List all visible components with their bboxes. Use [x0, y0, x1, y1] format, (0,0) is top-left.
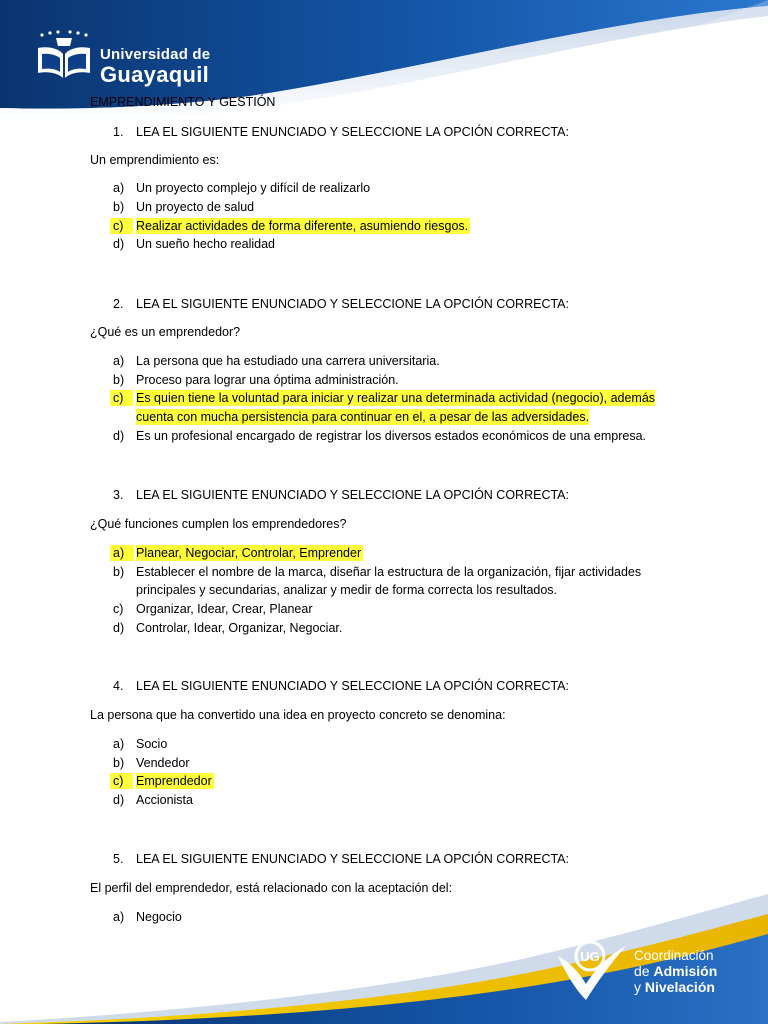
option-text-line-2: principales y secundarias, analizar y medir de forma correcta los resultados.: [136, 583, 558, 597]
option-text: Un proyecto complejo y difícil de realizarlo: [136, 181, 371, 195]
question-instruction: LEA EL SIGUIENTE ENUNCIADO Y SELECCIONE LA OPCIÓN CORRECTA:: [136, 488, 569, 502]
coordination-line3: [634, 979, 715, 995]
coordination-line2: [634, 963, 717, 979]
coordination-line1: Coordinación: [634, 948, 714, 963]
coordination-line2-prefix: de: [634, 963, 650, 979]
option-letter: c): [110, 390, 133, 406]
option-letter: a): [113, 181, 125, 195]
option-text: Un proyecto de salud: [136, 200, 255, 214]
university-crest-icon: [34, 30, 94, 82]
question-number: 5.: [113, 852, 124, 866]
option-text: Planear, Negociar, Controlar, Emprender: [136, 546, 362, 560]
option-letter: c): [110, 218, 133, 234]
option-letter: b): [113, 200, 125, 214]
coordination-line3-prefix: y: [634, 979, 641, 995]
option-letter: b): [113, 373, 125, 387]
option-letter: c): [113, 602, 124, 616]
coordination-line3-bold: Nivelación: [644, 979, 715, 995]
question-instruction: LEA EL SIGUIENTE ENUNCIADO Y SELECCIONE LA OPCIÓN CORRECTA:: [136, 297, 569, 311]
university-name-line1: Universidad de: [100, 46, 211, 63]
question-instruction: LEA EL SIGUIENTE ENUNCIADO Y SELECCIONE LA OPCIÓN CORRECTA:: [136, 679, 569, 693]
option-text: Organizar, Idear, Crear, Planear: [136, 602, 313, 616]
option-letter: d): [113, 429, 125, 443]
question-prompt: Un emprendimiento es:: [90, 153, 220, 167]
option-text-line-2: cuenta con mucha persistencia para continuar en el, a pesar de las adversidades.: [136, 410, 590, 424]
university-logo: [32, 22, 212, 87]
question-number: 2.: [113, 297, 124, 311]
option-letter: a): [113, 737, 125, 751]
question-prompt: ¿Qué es un emprendedor?: [90, 325, 241, 339]
option-text: La persona que ha estudiado una carrera universitaria.: [136, 354, 440, 368]
option-text: Vendedor: [136, 756, 190, 770]
option-text: Accionista: [136, 793, 193, 807]
option-text: Realizar actividades de forma diferente, asumiendo riesgos.: [136, 219, 469, 233]
mark-text: UG: [580, 949, 600, 964]
option-letter: d): [113, 621, 125, 635]
option-text-line-1: Establecer el nombre de la marca, diseñar la estructura de la organización, fijar actividades: [136, 565, 642, 579]
question-number: 3.: [113, 488, 124, 502]
coordination-line2-bold: Admisión: [653, 963, 718, 979]
coordination-mark-icon: [552, 934, 630, 1004]
option-letter: a): [110, 545, 134, 561]
question-number: 1.: [113, 125, 124, 139]
university-name-line2: Guayaquil: [100, 62, 210, 87]
option-letter: b): [113, 565, 125, 579]
option-text: Emprendedor: [136, 774, 212, 788]
option-text: Socio: [136, 737, 168, 751]
coordination-logo: [552, 934, 752, 1004]
question-prompt: ¿Qué funciones cumplen los emprendedores?: [90, 517, 347, 531]
option-letter: d): [113, 793, 125, 807]
option-text: Es un profesional encargado de registrar los diversos estados económicos de una empresa.: [136, 429, 647, 443]
option-letter: c): [110, 773, 133, 789]
question-instruction: LEA EL SIGUIENTE ENUNCIADO Y SELECCIONE LA OPCIÓN CORRECTA:: [136, 852, 569, 866]
option-letter: a): [113, 354, 125, 368]
document-title: EMPRENDIMIENTO Y GESTIÓN: [90, 95, 276, 109]
option-letter: b): [113, 756, 125, 770]
question-prompt: La persona que ha convertido una idea en proyecto concreto se denomina:: [90, 708, 506, 722]
option-letter: d): [113, 237, 125, 251]
option-text: Controlar, Idear, Organizar, Negociar.: [136, 621, 343, 635]
option-text: Proceso para lograr una óptima administración.: [136, 373, 399, 387]
question-number: 4.: [113, 679, 124, 693]
option-text-line-1: Es quien tiene la voluntad para iniciar y realizar una determinada actividad (negocio), además: [136, 391, 656, 405]
option-letter: a): [113, 910, 125, 924]
option-text: Un sueño hecho realidad: [136, 237, 275, 251]
question-instruction: LEA EL SIGUIENTE ENUNCIADO Y SELECCIONE LA OPCIÓN CORRECTA:: [136, 125, 569, 139]
question-prompt: El perfil del emprendedor, está relacionado con la aceptación del:: [90, 881, 453, 895]
option-text: Negocio: [136, 910, 182, 924]
